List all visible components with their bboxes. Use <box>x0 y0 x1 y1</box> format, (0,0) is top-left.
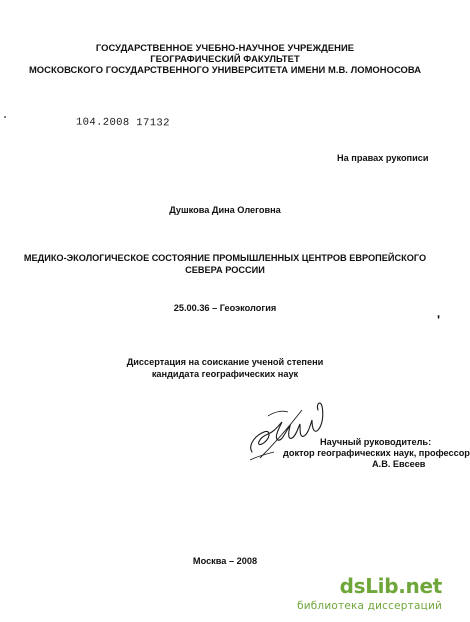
dslib-watermark[interactable] <box>297 574 446 618</box>
city-year: Москва – 2008 <box>192 556 258 566</box>
archive-stamp-number: 104.2008 17132 <box>75 116 170 130</box>
title-line-1: МЕДИКО-ЭКОЛОГИЧЕСКОЕ СОСТОЯНИЕ ПРОМЫШЛЕННЫХ ЦЕНТРОВ ЕВРОПЕЙСКОГО <box>23 253 427 263</box>
institution-line-1: ГОСУДАРСТВЕННОЕ УЧЕБНО-НАУЧНОЕ УЧРЕЖДЕНИЕ <box>95 42 355 53</box>
watermark-logo[interactable]: dsLib.net <box>339 574 442 598</box>
supervisor-label: Научный руководитель: <box>320 437 432 447</box>
supervisor-degree: доктор географических наук, профессор <box>283 448 470 458</box>
degree-line-2: кандидата географических наук <box>151 369 299 379</box>
supervisor-name: А.В. Евсеев <box>372 459 426 469</box>
institution-line-3: МОСКОВСКОГО ГОСУДАРСТВЕННОГО УНИВЕРСИТЕТА ИМЕНИ М.В. ЛОМОНОСОВА <box>28 64 422 75</box>
rights-note: На правах рукописи <box>337 153 429 163</box>
title-line-2: СЕВЕРА РОССИИ <box>185 265 265 275</box>
institution-line-2: ГЕОГРАФИЧЕСКИЙ ФАКУЛЬТЕТ <box>150 53 300 64</box>
scan-speck <box>4 116 6 118</box>
degree-line-1: Диссертация на соискание ученой степени <box>126 357 324 367</box>
author-name: Душкова Дина Олеговна <box>169 205 281 215</box>
watermark-subtitle: библиотека диссертаций <box>297 600 442 612</box>
specialty-code: 25.00.36 – Геоэкология <box>173 303 277 313</box>
margin-mark: ʹ <box>437 312 441 327</box>
